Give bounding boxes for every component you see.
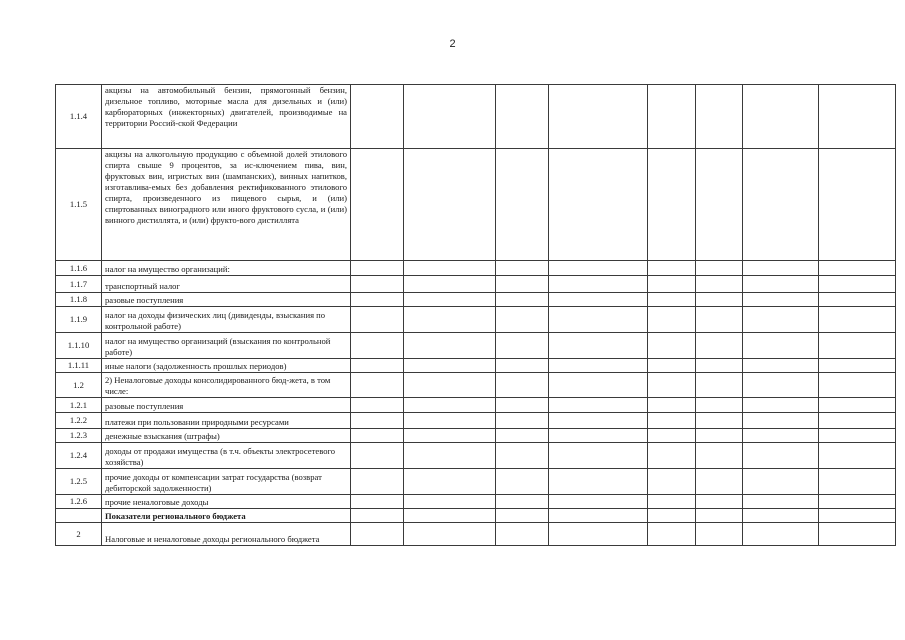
- value-cell: [696, 429, 743, 443]
- value-cell: [549, 149, 648, 261]
- row-number-cell: 1.2.6: [56, 495, 102, 509]
- row-number-cell: 1.1.11: [56, 359, 102, 373]
- value-cell: [351, 523, 404, 546]
- value-cell: [819, 469, 896, 495]
- value-cell: [696, 261, 743, 276]
- table-row: [56, 149, 896, 261]
- value-cell: [648, 523, 696, 546]
- value-cell: [696, 523, 743, 546]
- value-cell: [549, 307, 648, 333]
- row-number-cell: 1.2.5: [56, 469, 102, 495]
- value-cell: [819, 333, 896, 359]
- value-cell: [743, 149, 819, 261]
- value-cell: [404, 443, 496, 469]
- value-cell: [743, 495, 819, 509]
- value-cell: [351, 149, 404, 261]
- row-name-cell: денежные взыскания (штрафы): [102, 429, 351, 443]
- value-cell: [819, 293, 896, 307]
- value-cell: [351, 509, 404, 523]
- value-cell: [496, 276, 549, 293]
- value-cell: [549, 85, 648, 149]
- row-number-cell: 1.2.3: [56, 429, 102, 443]
- row-name-cell: иные налоги (задолженность прошлых периодов): [102, 359, 351, 373]
- value-cell: [404, 509, 496, 523]
- value-cell: [351, 85, 404, 149]
- value-cell: [696, 509, 743, 523]
- row-number-cell: 1.2.2: [56, 413, 102, 429]
- row-number-cell: 1.1.6: [56, 261, 102, 276]
- row-name-cell: прочие доходы от компенсации затрат государства (возврат дебиторской задолженности): [102, 469, 351, 495]
- value-cell: [496, 495, 549, 509]
- row-name-cell: Налоговые и неналоговые доходы регионального бюджета: [102, 523, 351, 546]
- value-cell: [549, 495, 648, 509]
- value-cell: [648, 149, 696, 261]
- row-number-cell: 1.2: [56, 373, 102, 398]
- value-cell: [743, 373, 819, 398]
- value-cell: [351, 398, 404, 413]
- value-cell: [819, 443, 896, 469]
- value-cell: [404, 359, 496, 373]
- value-cell: [819, 523, 896, 546]
- value-cell: [496, 443, 549, 469]
- value-cell: [743, 469, 819, 495]
- value-cell: [696, 293, 743, 307]
- table-body: [56, 85, 896, 546]
- value-cell: [743, 443, 819, 469]
- table-row: [56, 429, 896, 443]
- value-cell: [404, 276, 496, 293]
- value-cell: [648, 261, 696, 276]
- value-cell: [404, 333, 496, 359]
- value-cell: [743, 413, 819, 429]
- value-cell: [549, 523, 648, 546]
- value-cell: [648, 85, 696, 149]
- table-row: [56, 276, 896, 293]
- value-cell: [648, 333, 696, 359]
- value-cell: [819, 85, 896, 149]
- value-cell: [743, 398, 819, 413]
- page-number: 2: [449, 38, 456, 50]
- value-cell: [496, 398, 549, 413]
- value-cell: [696, 359, 743, 373]
- value-cell: [696, 413, 743, 429]
- table-row: [56, 85, 896, 149]
- value-cell: [743, 261, 819, 276]
- value-cell: [696, 333, 743, 359]
- value-cell: [496, 293, 549, 307]
- value-cell: [819, 276, 896, 293]
- value-cell: [351, 359, 404, 373]
- value-cell: [404, 307, 496, 333]
- value-cell: [648, 429, 696, 443]
- value-cell: [351, 293, 404, 307]
- value-cell: [819, 429, 896, 443]
- row-name-cell: налог на имущество организаций:: [102, 261, 351, 276]
- row-name-cell: Показатели регионального бюджета: [102, 509, 351, 523]
- value-cell: [351, 333, 404, 359]
- value-cell: [696, 398, 743, 413]
- row-number-cell: 1.1.10: [56, 333, 102, 359]
- value-cell: [819, 261, 896, 276]
- row-number-cell: 1.1.8: [56, 293, 102, 307]
- value-cell: [351, 443, 404, 469]
- table-row: [56, 495, 896, 509]
- value-cell: [549, 261, 648, 276]
- table-row: [56, 398, 896, 413]
- value-cell: [819, 495, 896, 509]
- table-row: [56, 509, 896, 523]
- table-row: [56, 523, 896, 546]
- value-cell: [351, 413, 404, 429]
- value-cell: [648, 495, 696, 509]
- value-cell: [819, 149, 896, 261]
- value-cell: [549, 276, 648, 293]
- value-cell: [696, 149, 743, 261]
- value-cell: [496, 373, 549, 398]
- value-cell: [496, 307, 549, 333]
- row-name-cell: платежи при пользовании природными ресурсами: [102, 413, 351, 429]
- value-cell: [404, 149, 496, 261]
- value-cell: [496, 261, 549, 276]
- row-name-cell: доходы от продажи имущества (в т.ч. объекты электросетевого хозяйства): [102, 443, 351, 469]
- value-cell: [351, 429, 404, 443]
- value-cell: [496, 429, 549, 443]
- table-row: [56, 333, 896, 359]
- value-cell: [351, 276, 404, 293]
- value-cell: [819, 373, 896, 398]
- value-cell: [404, 398, 496, 413]
- value-cell: [549, 429, 648, 443]
- value-cell: [648, 509, 696, 523]
- value-cell: [351, 495, 404, 509]
- value-cell: [549, 359, 648, 373]
- value-cell: [696, 276, 743, 293]
- budget-table: [55, 84, 896, 546]
- value-cell: [549, 469, 648, 495]
- table-row: [56, 413, 896, 429]
- value-cell: [351, 261, 404, 276]
- row-name-cell: 2) Неналоговые доходы консолидированного бюд-жета, в том числе:: [102, 373, 351, 398]
- table-row: [56, 307, 896, 333]
- table-row: [56, 469, 896, 495]
- value-cell: [648, 413, 696, 429]
- value-cell: [549, 443, 648, 469]
- value-cell: [648, 443, 696, 469]
- value-cell: [648, 373, 696, 398]
- value-cell: [743, 429, 819, 443]
- value-cell: [648, 293, 696, 307]
- value-cell: [404, 413, 496, 429]
- value-cell: [819, 359, 896, 373]
- row-name-cell: разовые поступления: [102, 398, 351, 413]
- row-name-cell: прочие неналоговые доходы: [102, 495, 351, 509]
- value-cell: [743, 509, 819, 523]
- value-cell: [404, 523, 496, 546]
- value-cell: [351, 307, 404, 333]
- value-cell: [819, 509, 896, 523]
- value-cell: [743, 276, 819, 293]
- value-cell: [819, 413, 896, 429]
- value-cell: [404, 85, 496, 149]
- value-cell: [496, 413, 549, 429]
- value-cell: [351, 469, 404, 495]
- row-number-cell: 2: [56, 523, 102, 546]
- row-number-cell: 1.1.5: [56, 149, 102, 261]
- value-cell: [351, 373, 404, 398]
- row-number-cell: 1.1.7: [56, 276, 102, 293]
- table-row: [56, 293, 896, 307]
- value-cell: [696, 469, 743, 495]
- value-cell: [404, 293, 496, 307]
- table-row: [56, 373, 896, 398]
- value-cell: [496, 359, 549, 373]
- value-cell: [404, 429, 496, 443]
- value-cell: [648, 469, 696, 495]
- value-cell: [648, 398, 696, 413]
- value-cell: [743, 359, 819, 373]
- value-cell: [743, 85, 819, 149]
- value-cell: [648, 276, 696, 293]
- row-number-cell: 1.2.4: [56, 443, 102, 469]
- value-cell: [648, 359, 696, 373]
- row-name-cell: налог на доходы физических лиц (дивиденды, взыскания по контрольной работе): [102, 307, 351, 333]
- row-name-cell: акцизы на алкогольную продукцию с объемной долей этилового спирта свыше 9 процентов, за ис-ключением пива, вин, фруктовых вин, игристых вин (шампанских), винных напитков, изготавлива-емых без добавления ректификованного этилового спирта, произведенного из пищевого сырья, и (или) спиртованных виноградного или иного фруктового сусла, и (или) винного дистиллята, и (или) фрукто-вого дистиллята: [102, 149, 351, 261]
- table-row: [56, 443, 896, 469]
- value-cell: [743, 523, 819, 546]
- value-cell: [696, 85, 743, 149]
- value-cell: [496, 333, 549, 359]
- value-cell: [404, 495, 496, 509]
- value-cell: [496, 85, 549, 149]
- row-number-cell: [56, 509, 102, 523]
- value-cell: [696, 495, 743, 509]
- value-cell: [696, 373, 743, 398]
- value-cell: [549, 509, 648, 523]
- value-cell: [404, 373, 496, 398]
- row-number-cell: 1.1.4: [56, 85, 102, 149]
- row-name-cell: разовые поступления: [102, 293, 351, 307]
- value-cell: [549, 373, 648, 398]
- value-cell: [549, 398, 648, 413]
- value-cell: [743, 307, 819, 333]
- value-cell: [696, 307, 743, 333]
- value-cell: [404, 261, 496, 276]
- value-cell: [743, 333, 819, 359]
- value-cell: [549, 333, 648, 359]
- table-row: [56, 261, 896, 276]
- value-cell: [496, 523, 549, 546]
- value-cell: [496, 509, 549, 523]
- value-cell: [696, 443, 743, 469]
- row-name-cell: акцизы на автомобильный бензин, прямогонный бензин, дизельное топливо, моторные масла для дизельных и (или) карбюраторных (инжекторных) двигателей, производимые на территории Россий-ской Федерации: [102, 85, 351, 149]
- value-cell: [819, 307, 896, 333]
- row-number-cell: 1.1.9: [56, 307, 102, 333]
- value-cell: [549, 293, 648, 307]
- row-name-cell: налог на имущество организаций (взыскания по контрольной работе): [102, 333, 351, 359]
- value-cell: [743, 293, 819, 307]
- table-row: [56, 359, 896, 373]
- value-cell: [549, 413, 648, 429]
- value-cell: [496, 149, 549, 261]
- row-name-cell: транспортный налог: [102, 276, 351, 293]
- value-cell: [648, 307, 696, 333]
- value-cell: [404, 469, 496, 495]
- value-cell: [496, 469, 549, 495]
- value-cell: [819, 398, 896, 413]
- row-number-cell: 1.2.1: [56, 398, 102, 413]
